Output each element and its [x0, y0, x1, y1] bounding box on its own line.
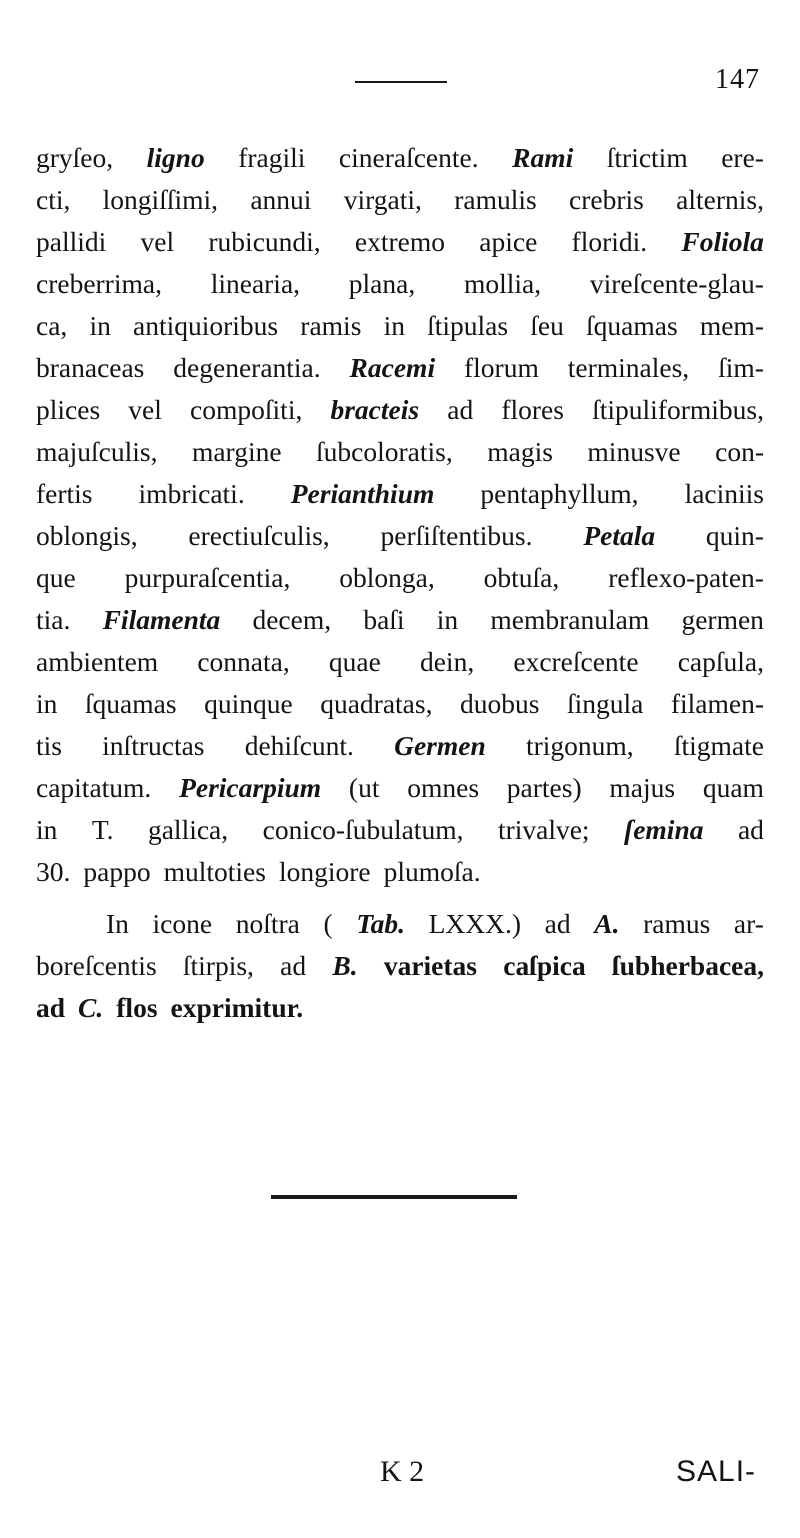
word: vireſcente-glau- [589, 268, 764, 299]
word: pappo [83, 856, 151, 887]
word: longiore [278, 856, 371, 887]
word: partes) [506, 772, 582, 803]
word: majuſculis, [36, 436, 158, 467]
text-line [36, 730, 764, 772]
text-line [36, 520, 764, 562]
word: florum [464, 352, 539, 383]
word: antiquioribus [133, 310, 279, 341]
signature-mark: K 2 [380, 1455, 425, 1488]
text-line [36, 562, 764, 604]
word: connata, [197, 646, 290, 677]
word: gryſeo, [36, 142, 114, 173]
word: ramus [643, 908, 711, 939]
word: T. [91, 814, 114, 845]
word: ligno [146, 142, 205, 173]
word: flos [116, 992, 158, 1023]
word: in [89, 310, 111, 341]
word: cineraſcente. [338, 142, 479, 173]
word: minusve [587, 436, 681, 467]
word: in [383, 310, 405, 341]
word: ad [36, 992, 66, 1023]
word: excreſcente [513, 646, 639, 677]
word: compoſiti, [190, 394, 303, 425]
text-line [36, 604, 764, 646]
word: ſtigmate [673, 730, 764, 761]
word: dehiſcunt. [244, 730, 354, 761]
word: in [36, 688, 58, 719]
word: perſiſtentibus. [380, 520, 533, 551]
word: terminales, [567, 352, 690, 383]
word: quae [328, 646, 381, 677]
word: fragili [238, 142, 306, 173]
word: inſtructas [102, 730, 205, 761]
word: 30. [36, 856, 71, 887]
word: capſula, [677, 646, 764, 677]
word: Rami [512, 142, 574, 173]
word: in [36, 814, 58, 845]
paragraph [36, 142, 764, 898]
word: vel [140, 226, 175, 257]
text-line [36, 310, 764, 352]
word: Petala [583, 520, 656, 551]
body-text [36, 142, 764, 1034]
word: fertis [36, 478, 93, 509]
word: Foliola [681, 226, 764, 257]
word: icone [152, 908, 213, 939]
word: (ut [348, 772, 380, 803]
page-number: 147 [715, 64, 760, 95]
word: annui [250, 184, 312, 215]
word: ramis [300, 310, 362, 341]
word: laciniis [684, 478, 764, 509]
word: decem, [252, 604, 332, 635]
word: duobus [459, 688, 540, 719]
word: capitatum. [36, 772, 152, 803]
word: pallidi [36, 226, 107, 257]
word: degenerantia. [173, 352, 321, 383]
word: tia. [36, 604, 71, 635]
word: Germen [394, 730, 486, 761]
word: quin- [705, 520, 764, 551]
word: Racemi [349, 352, 436, 383]
text-line [36, 352, 764, 394]
word: ar- [733, 908, 764, 939]
word: caſpica [503, 950, 586, 981]
word: ſeu [530, 310, 564, 341]
word: flores [501, 394, 564, 425]
word: varietas [383, 950, 477, 981]
word: ad [280, 950, 307, 981]
word: branaceas [36, 352, 145, 383]
word: ſtrictim [606, 142, 688, 173]
word: que [36, 562, 76, 593]
word: creberrima, [36, 268, 162, 299]
word: Perianthium [290, 478, 435, 509]
word: mollia, [463, 268, 542, 299]
word: ſquamas [586, 310, 678, 341]
word: ad [544, 908, 571, 939]
word: gallica, [147, 814, 229, 845]
text-line [36, 688, 764, 730]
word: plices [36, 394, 101, 425]
word: quam [702, 772, 764, 803]
word: longiſſimi, [102, 184, 219, 215]
word: bracteis [330, 394, 420, 425]
text-line [36, 226, 764, 268]
word: boreſcentis [36, 950, 157, 981]
paragraph-gap [36, 898, 764, 908]
word: filamen- [670, 688, 764, 719]
text-line [36, 992, 764, 1034]
word: virgati, [343, 184, 422, 215]
text-line [36, 268, 764, 310]
word: Pericarpium [179, 772, 322, 803]
word: oblongis, [36, 520, 138, 551]
header-rule [355, 81, 447, 83]
word: germen [681, 604, 764, 635]
word: alternis, [676, 184, 764, 215]
word: magis [487, 436, 553, 467]
word: ſingula [566, 688, 644, 719]
word: plana, [348, 268, 416, 299]
text-line [36, 394, 764, 436]
word: quadratas, [320, 688, 433, 719]
text-line [36, 142, 764, 184]
word: linearia, [210, 268, 301, 299]
word: ſtipuliformibus, [592, 394, 764, 425]
word: A. [594, 908, 620, 939]
text-line [36, 950, 764, 992]
word: In [106, 908, 129, 939]
word: Filamenta [102, 604, 221, 635]
word: multoties [163, 856, 266, 887]
catchword: SALI- [676, 1455, 757, 1488]
word: pentaphyllum, [480, 478, 639, 509]
word: exprimitur. [170, 992, 304, 1023]
word: plumoſa. [383, 856, 481, 887]
word: LXXX.) [428, 908, 522, 939]
word: tis [36, 730, 62, 761]
word: cti, [36, 184, 71, 215]
word: crebris [569, 184, 644, 215]
text-line [36, 772, 764, 814]
word: ere- [721, 142, 764, 173]
paragraph [36, 908, 764, 1034]
word: omnes [407, 772, 480, 803]
word: membranulam [490, 604, 650, 635]
word: majus [609, 772, 676, 803]
word: baſi [363, 604, 405, 635]
word: ſtipulas [427, 310, 509, 341]
word: C. [78, 992, 104, 1023]
word: trivalve; [497, 814, 590, 845]
word: floridi. [571, 226, 648, 257]
word: apice [479, 226, 538, 257]
word: ſim- [718, 352, 764, 383]
text-line [36, 646, 764, 688]
word: dein, [419, 646, 475, 677]
text-line [36, 908, 764, 950]
word: extremo [354, 226, 446, 257]
text-line [36, 184, 764, 226]
text-line [36, 478, 764, 520]
word: noſtra [235, 908, 300, 939]
word: rubicundi, [208, 226, 321, 257]
word: oblonga, [339, 562, 435, 593]
word: ſquamas [84, 688, 177, 719]
word: ad [447, 394, 474, 425]
word: ſubherbacea, [611, 950, 764, 981]
word: ca, [36, 310, 68, 341]
word: ſtirpis, [182, 950, 254, 981]
word: quinque [204, 688, 293, 719]
word: Tab. [356, 908, 405, 939]
text-line [36, 436, 764, 478]
word: ramulis [454, 184, 537, 215]
word: erectiuſculis, [188, 520, 330, 551]
word: in [436, 604, 459, 635]
word: obtuſa, [483, 562, 560, 593]
word: imbricati. [138, 478, 245, 509]
word: vel [128, 394, 162, 425]
word: con- [715, 436, 764, 467]
word: ſemina [624, 814, 704, 845]
word: purpuraſcentia, [124, 562, 291, 593]
word: reflexo-paten- [608, 562, 764, 593]
text-line [36, 856, 764, 898]
word: margine [191, 436, 282, 467]
word: ambientem [36, 646, 159, 677]
end-rule [271, 1195, 517, 1199]
word: ( [323, 908, 333, 939]
word: ad [737, 814, 764, 845]
word: trigonum, [525, 730, 634, 761]
word: mem- [699, 310, 764, 341]
text-line [36, 814, 764, 856]
word: ſubcoloratis, [316, 436, 453, 467]
word: conico-ſubulatum, [262, 814, 464, 845]
word: B. [332, 950, 358, 981]
